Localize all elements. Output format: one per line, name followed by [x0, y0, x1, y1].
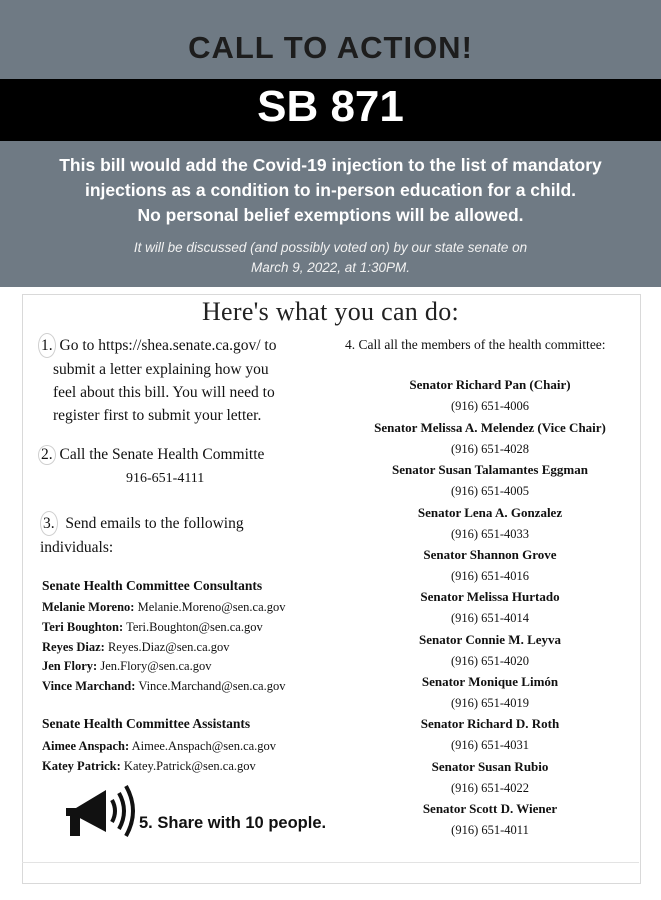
- contact-row: [42, 759, 256, 774]
- note-line-1: It will be discussed (and possibly voted on) by our state senate on: [133, 240, 528, 255]
- share-instruction: [139, 814, 326, 833]
- desc-line-1: This bill would add the Covid-19 injection to the list of mandatory: [59, 155, 602, 175]
- contact-row: [42, 739, 276, 754]
- senator-phone[interactable]: (916) 651-4020: [450, 654, 530, 668]
- item-1-line-4: register first to submit your letter.: [53, 407, 262, 424]
- senator-name: Senator Connie M. Leyva: [418, 632, 562, 647]
- contact-row: [42, 600, 286, 615]
- contact-name: Teri Boughton:: [42, 620, 124, 634]
- senator-phone[interactable]: (916) 651-4031: [450, 738, 530, 752]
- contact-row: [42, 640, 230, 655]
- action-item-3: [40, 511, 300, 559]
- senator-name: Senator Monique Limón: [421, 674, 559, 689]
- contact-name: Melanie Moreno:: [42, 600, 135, 614]
- share-text: Share with 10 people.: [157, 814, 327, 832]
- item-2-number: 2.: [38, 445, 56, 465]
- contact-name: Jen Flory:: [42, 659, 98, 673]
- senator-name: Senator Richard D. Roth: [420, 716, 560, 731]
- contact-name: Vince Marchand:: [42, 679, 136, 693]
- item-1-line-2: submit a letter explaining how you: [53, 361, 269, 378]
- senator-phone[interactable]: (916) 651-4033: [450, 527, 530, 541]
- contact-name: Reyes Diaz:: [42, 640, 105, 654]
- contact-row: [42, 659, 211, 674]
- contact-row: [42, 679, 285, 694]
- hearing-note: [60, 238, 601, 278]
- desc-line-3: No personal belief exemptions will be allowed.: [137, 205, 524, 225]
- divider: [22, 862, 639, 863]
- note-line-2: March 9, 2022, at 1:30PM.: [250, 260, 411, 275]
- item-2-text: Call the Senate Health Committe: [59, 446, 265, 463]
- item-1-line-1[interactable]: Go to https://shea.senate.ca.gov/ to: [59, 337, 277, 354]
- senator-phone[interactable]: (916) 651-4016: [450, 569, 530, 583]
- bill-number: SB 871: [257, 82, 404, 131]
- item-1-number: 1.: [38, 333, 56, 358]
- call-to-action-title: CALL TO ACTION!: [188, 30, 473, 65]
- assistants-title: Senate Health Committee Assistants: [42, 716, 251, 731]
- senator-name: Senator Shannon Grove: [423, 547, 557, 562]
- consultants-title: Senate Health Committee Consultants: [42, 578, 263, 593]
- item-3-line-2: individuals:: [40, 539, 114, 556]
- senator-phone[interactable]: (916) 651-4022: [450, 781, 530, 795]
- senator-name: Senator Richard Pan (Chair): [409, 377, 571, 392]
- item-1-line-3: feel about this bill. You will need to: [53, 384, 275, 401]
- item-3-number: 3.: [40, 511, 58, 536]
- contact-email[interactable]: Katey.Patrick@sen.ca.gov: [123, 759, 256, 773]
- contact-email[interactable]: Melanie.Moreno@sen.ca.gov: [137, 600, 286, 614]
- contact-name: Aimee Anspach:: [42, 739, 130, 753]
- item-4-number: 4.: [345, 337, 356, 352]
- action-item-2: [38, 445, 328, 486]
- item-4-text: Call all the members of the health committee:: [358, 337, 606, 352]
- senator-phone[interactable]: (916) 651-4006: [450, 399, 530, 413]
- senator-name: Senator Melissa A. Melendez (Vice Chair): [374, 420, 606, 435]
- senator-phone[interactable]: (916) 651-4019: [450, 696, 530, 710]
- senator-name: Senator Scott D. Wiener: [422, 801, 558, 816]
- senator-phone[interactable]: (916) 651-4014: [450, 611, 530, 625]
- desc-line-2: injections as a condition to in-person education for a child.: [84, 180, 577, 200]
- senator-phone[interactable]: (916) 651-4028: [450, 442, 530, 456]
- senator-name: Senator Melissa Hurtado: [420, 589, 560, 604]
- senator-name: Senator Susan Talamantes Eggman: [392, 462, 588, 477]
- item-3-line-1: Send emails to the following: [65, 515, 244, 532]
- committee-phone[interactable]: 916-651-4111: [126, 471, 205, 486]
- contact-name: Katey Patrick:: [42, 759, 121, 773]
- contact-email[interactable]: Vince.Marchand@sen.ca.gov: [138, 679, 286, 693]
- action-item-1: [38, 333, 328, 427]
- senator-phone[interactable]: (916) 651-4011: [451, 823, 529, 837]
- contact-email[interactable]: Reyes.Diaz@sen.ca.gov: [107, 640, 230, 654]
- megaphone-icon: [62, 778, 140, 844]
- senator-name: Senator Susan Rubio: [431, 759, 549, 774]
- actions-heading: Here's what you can do:: [201, 297, 460, 326]
- contact-email[interactable]: Aimee.Anspach@sen.ca.gov: [131, 739, 277, 753]
- senator-name: Senator Lena A. Gonzalez: [417, 505, 563, 520]
- item-5-number: 5.: [139, 814, 153, 832]
- contact-email[interactable]: Teri.Boughton@sen.ca.gov: [126, 620, 263, 634]
- contact-email[interactable]: Jen.Flory@sen.ca.gov: [100, 659, 212, 673]
- senator-phone[interactable]: (916) 651-4005: [450, 484, 530, 498]
- action-item-4: [345, 337, 606, 353]
- contact-row: [42, 620, 263, 635]
- bill-description: [14, 153, 647, 228]
